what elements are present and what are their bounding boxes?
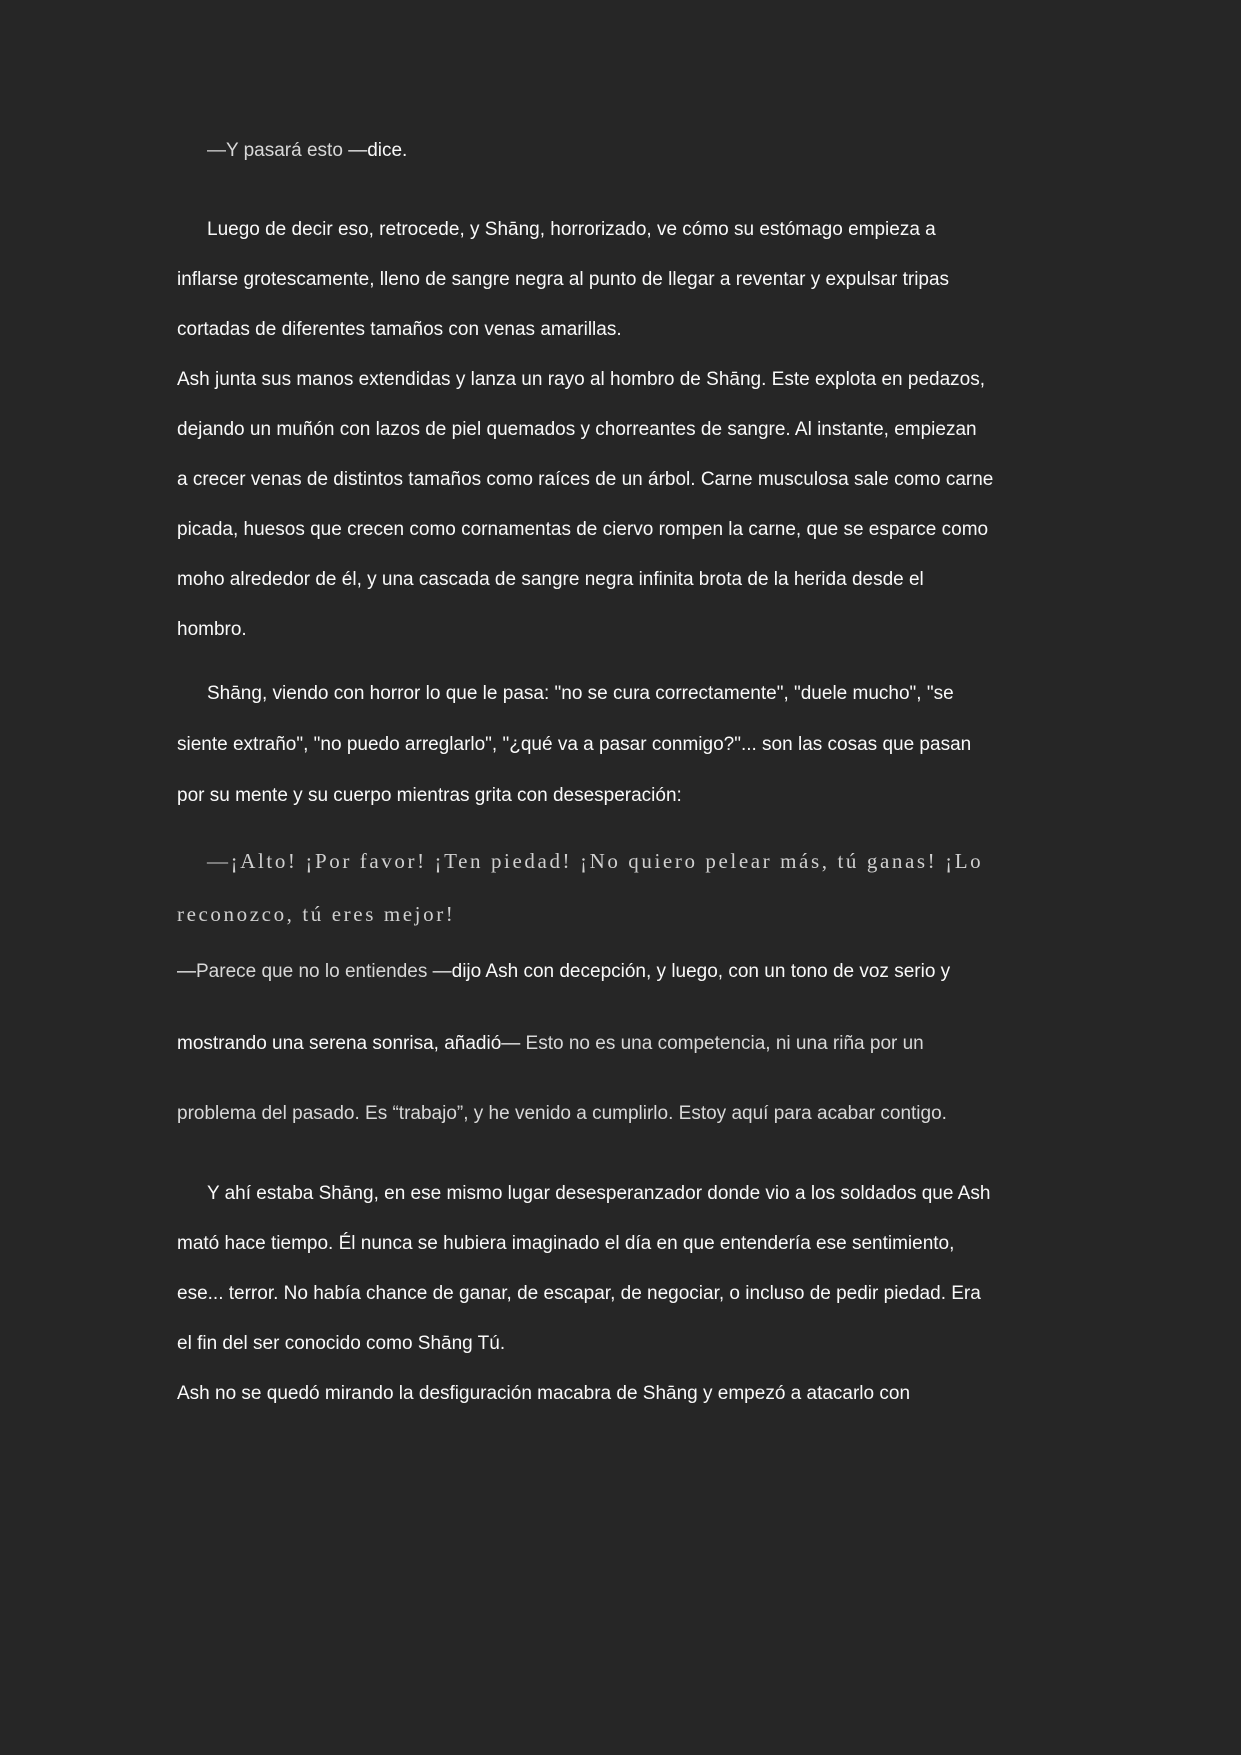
text-line [207,1182,990,1206]
text-line [207,139,407,163]
text-line [177,418,977,442]
text-line [177,1102,947,1126]
text-line [177,960,950,984]
text-line [207,849,983,875]
text-segment: el fin del ser conocido como Shāng Tú. [177,1333,506,1354]
text-segment: dejando un muñón con lazos de piel quemados y chorreantes de sangre. Al instante, empiezan [177,419,977,440]
text-line [177,1282,981,1306]
text-line [177,1232,954,1256]
text-segment: —dijo Ash con decepción, y luego, con un tono de voz serio y [432,961,951,982]
text-segment: Ash no se quedó mirando la desfiguración macabra de Shāng y empezó a atacarlo con [177,1383,911,1404]
text-segment: reconozco, tú eres mejor! [177,902,456,926]
text-line [177,618,247,642]
text-segment: moho alrededor de él, y una cascada de sangre negra infinita brota de la herida desde el [177,569,924,590]
text-segment: Esto no es una competencia, ni una riña por un [525,1033,924,1054]
text-segment: siente extraño", "no puedo arreglarlo", "¿qué va a pasar conmigo?"... son las cosas que pasan [177,734,972,755]
text-segment: ese... terror. No había chance de ganar, de escapar, de negociar, o incluso de pedir piedad. Era [177,1283,981,1304]
text-segment: por su mente y su cuerpo mientras grita con desesperación: [177,785,682,806]
text-line [177,368,985,392]
text-segment: mostrando una serena sonrisa, añadió— [177,1033,526,1054]
text-line [177,902,455,928]
text-segment: a crecer venas de distintos tamaños como raíces de un árbol. Carne musculosa sale como carne [177,469,994,490]
text-line [207,682,954,706]
text-segment: — [177,961,196,982]
text-segment: Parece que no lo entiendes [196,961,433,982]
text-segment: Y ahí estaba Shāng, en ese mismo lugar desesperanzador donde vio a los soldados que Ash [207,1183,991,1204]
text-line [177,518,988,542]
text-segment: hombro. [177,619,247,640]
text-segment: picada, huesos que crecen como cornamentas de ciervo rompen la carne, que se esparce como [177,519,989,540]
text-line [177,733,971,757]
text-segment: inflarse grotescamente, lleno de sangre negra al punto de llegar a reventar y expulsar tripas [177,269,950,290]
text-segment: Luego de decir eso, retrocede, y Shāng, horrorizado, ve cómo su estómago empieza a [207,219,936,240]
text-line [177,1332,505,1356]
text-segment: Shāng, viendo con horror lo que le pasa: "no se cura correctamente", "duele mucho", "se [207,683,954,704]
text-line [177,268,949,292]
text-segment: mató hace tiempo. Él nunca se hubiera imaginado el día en que entendería ese sentimiento, [177,1233,955,1254]
text-segment: Ash junta sus manos extendidas y lanza un rayo al hombro de Shāng. Este explota en pedazos, [177,369,986,390]
text-line [177,568,924,592]
text-line [207,218,936,242]
text-line [177,1032,924,1056]
text-segment: problema del pasado. Es “trabajo”, y he venido a cumplirlo. Estoy aquí para acabar contigo. [177,1103,947,1124]
text-line [177,784,682,808]
text-segment: —Y pasará esto [207,140,349,161]
text-segment: —dice. [348,140,408,161]
text-segment: cortadas de diferentes tamaños con venas amarillas. [177,319,622,340]
text-line [177,468,993,492]
text-line [177,1382,910,1406]
text-line [177,318,622,342]
text-segment: —¡Alto! ¡Por favor! ¡Ten piedad! ¡No quiero pelear más, tú ganas! ¡Lo [207,849,984,873]
